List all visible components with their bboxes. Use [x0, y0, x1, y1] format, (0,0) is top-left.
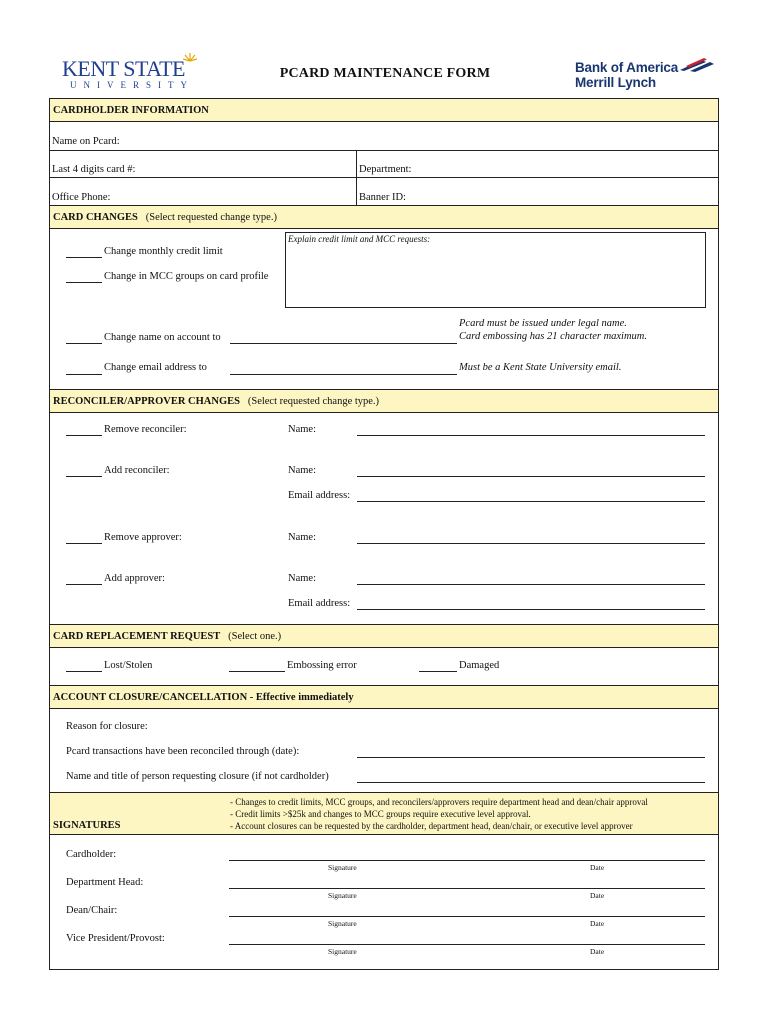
- last4-label: Last 4 digits card #:: [52, 164, 136, 175]
- office-phone-label: Office Phone:: [52, 192, 111, 203]
- section-closure-header: [49, 685, 719, 709]
- cardholder-signature-line[interactable]: [229, 860, 705, 861]
- section-card-changes-header: [49, 205, 719, 229]
- name-label: Name:: [288, 424, 316, 435]
- add-reconciler-check-blank[interactable]: [66, 476, 102, 477]
- new-name-field[interactable]: [230, 343, 457, 344]
- section-title: CARD REPLACEMENT REQUEST: [53, 631, 221, 642]
- remove-approver-check-blank[interactable]: [66, 543, 102, 544]
- section-title: ACCOUNT CLOSURE/CANCELLATION - Effective immediately: [53, 692, 354, 703]
- approval-note-2: - Credit limits >$25k and changes to MCC groups require executive level approval.: [230, 809, 531, 819]
- dept-head-sig-label: Department Head:: [66, 877, 144, 888]
- embossing-error-option: Embossing error: [287, 660, 357, 671]
- dept-head-signature-line[interactable]: [229, 888, 705, 889]
- date-caption: Date: [590, 919, 605, 928]
- date-caption: Date: [590, 947, 605, 956]
- add-reconciler-option: Add reconciler:: [104, 465, 170, 476]
- page-title: PCARD MAINTENANCE FORM: [279, 66, 491, 81]
- section-replacement-header: [49, 624, 719, 648]
- name-label: Name:: [288, 573, 316, 584]
- legal-name-note: Pcard must be issued under legal name.: [459, 318, 627, 329]
- section-title: CARD CHANGES: [53, 212, 138, 223]
- email-label: Email address:: [288, 598, 351, 609]
- name-change-check-blank[interactable]: [66, 343, 102, 344]
- approval-note-3: - Account closures can be requested by the cardholder, department head, dean/chair, or executive level approver: [230, 821, 633, 831]
- approval-note-1: - Changes to credit limits, MCC groups, and reconcilers/approvers require department head and dean/chair approval: [230, 797, 648, 807]
- closure-reason-label: Reason for closure:: [66, 721, 148, 732]
- kent-state-subtitle: UNIVERSITY: [70, 80, 194, 90]
- section-note: (Select requested change type.): [145, 212, 277, 223]
- boa-line-2: Merrill Lynch: [575, 75, 656, 90]
- banner-id-label: Banner ID:: [359, 192, 406, 203]
- mcc-check-blank[interactable]: [66, 282, 102, 283]
- name-label: Name:: [288, 465, 316, 476]
- dean-sig-label: Dean/Chair:: [66, 905, 118, 916]
- section-note: (Select one.): [228, 631, 282, 642]
- add-approver-option: Add approver:: [104, 573, 165, 584]
- add-reconciler-email-field[interactable]: [357, 501, 705, 502]
- signature-caption: Signature: [328, 863, 357, 872]
- date-caption: Date: [590, 891, 605, 900]
- email-change-option: Change email address to: [104, 362, 207, 373]
- signature-caption: Signature: [328, 891, 357, 900]
- name-label: Name:: [288, 532, 316, 543]
- add-approver-email-field[interactable]: [357, 609, 705, 610]
- damaged-option: Damaged: [459, 660, 500, 671]
- remove-approver-option: Remove approver:: [104, 532, 182, 543]
- vp-signature-line[interactable]: [229, 944, 705, 945]
- email-note: Must be a Kent State University email.: [459, 362, 622, 373]
- reconciled-through-label: Pcard transactions have been reconciled through (date):: [66, 746, 300, 757]
- name-on-pcard-label: Name on Pcard:: [52, 136, 120, 147]
- date-caption: Date: [590, 863, 605, 872]
- bank-of-america-logo: [575, 60, 725, 92]
- section-title: RECONCILER/APPROVER CHANGES: [53, 396, 240, 407]
- credit-limit-check-blank[interactable]: [66, 257, 102, 258]
- explain-label: Explain credit limit and MCC requests:: [288, 234, 431, 244]
- remove-reconciler-option: Remove reconciler:: [104, 424, 187, 435]
- name-change-option: Change name on account to: [104, 332, 221, 343]
- lost-stolen-option: Lost/Stolen: [104, 660, 153, 671]
- department-label: Department:: [359, 164, 412, 175]
- credit-limit-option: Change monthly credit limit: [104, 246, 223, 257]
- add-approver-name-field[interactable]: [357, 584, 705, 585]
- vp-sig-label: Vice President/Provost:: [66, 933, 165, 944]
- section-reconciler-header: [49, 389, 719, 413]
- flag-icon: [680, 58, 716, 72]
- requester-label: Name and title of person requesting closure (if not cardholder): [66, 771, 329, 782]
- section-title: SIGNATURES: [53, 820, 121, 831]
- boa-line-1: Bank of America: [575, 60, 679, 75]
- add-approver-check-blank[interactable]: [66, 584, 102, 585]
- email-label: Email address:: [288, 490, 351, 501]
- section-cardholder-header: [49, 98, 719, 122]
- lost-check-blank[interactable]: [66, 671, 102, 672]
- section-title: CARDHOLDER INFORMATION: [53, 105, 209, 116]
- requester-field[interactable]: [357, 782, 705, 783]
- damaged-check-blank[interactable]: [419, 671, 457, 672]
- section-note: (Select requested change type.): [247, 396, 380, 407]
- remove-approver-name-field[interactable]: [357, 543, 705, 544]
- remove-reconciler-name-field[interactable]: [357, 435, 705, 436]
- mcc-option: Change in MCC groups on card profile: [104, 271, 269, 282]
- signature-caption: Signature: [328, 947, 357, 956]
- signature-caption: Signature: [328, 919, 357, 928]
- remove-reconciler-check-blank[interactable]: [66, 435, 102, 436]
- reconciled-date-field[interactable]: [357, 757, 705, 758]
- new-email-field[interactable]: [230, 374, 457, 375]
- cardholder-sig-label: Cardholder:: [66, 849, 117, 860]
- sunburst-icon: [183, 52, 197, 62]
- dean-signature-line[interactable]: [229, 916, 705, 917]
- email-change-check-blank[interactable]: [66, 374, 102, 375]
- embossing-check-blank[interactable]: [229, 671, 285, 672]
- embossing-note: Card embossing has 21 character maximum.: [459, 331, 648, 342]
- add-reconciler-name-field[interactable]: [357, 476, 705, 477]
- kent-state-wordmark: KENT STATE: [62, 56, 185, 81]
